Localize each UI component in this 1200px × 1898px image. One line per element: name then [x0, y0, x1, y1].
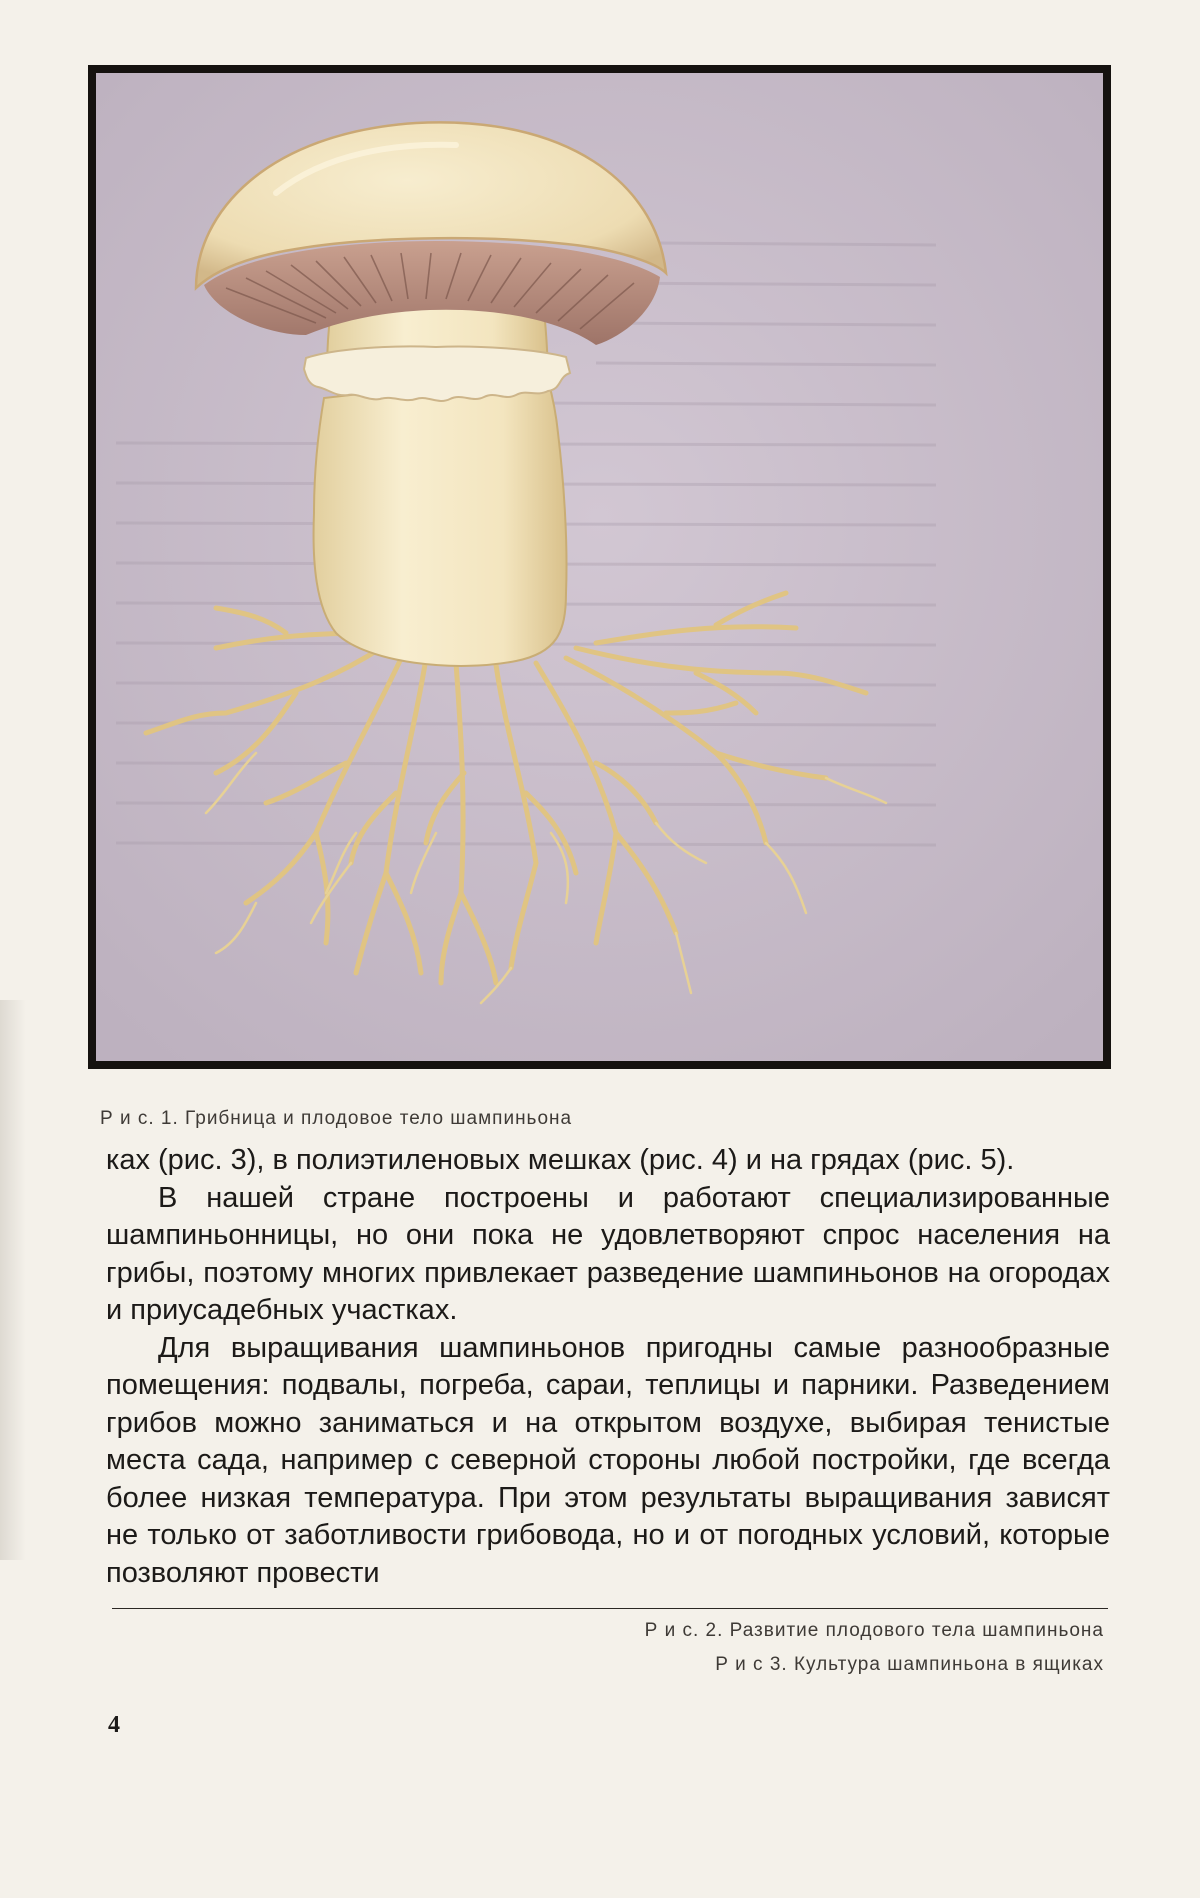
page-number: 4 — [108, 1712, 120, 1738]
figure-3-caption: Р и с 3. Культура шампиньона в ящиках — [715, 1654, 1104, 1675]
mushroom-stem — [314, 373, 567, 666]
paragraph-1: ках (рис. 3), в полиэтиленовых мешках (рис. 4) и на грядах (рис. 5). — [106, 1144, 1015, 1176]
paragraph-2: В нашей стране построены и работают специализированные шампиньонницы, но они пока не удовлетворяют спрос населения на грибы, поэтому многих привлекает разведение шампиньонов на огородах и приусадебных участках. — [106, 1181, 1110, 1326]
mushroom-illustration — [96, 73, 1103, 1061]
mushroom-ring — [304, 346, 570, 401]
figure-1-caption: Р и с. 1. Грибница и плодовое тело шампиньона — [100, 1108, 573, 1129]
figure-2-caption: Р и с. 2. Развитие плодового тела шампиньона — [644, 1620, 1104, 1641]
page-edge-shadow — [0, 1000, 26, 1560]
figure-1-illustration — [88, 65, 1111, 1069]
paragraph-3: Для выращивания шампиньонов пригодны самые разнообразные помещения: подвалы, погреба, сараи, теплицы и парники. Разведением грибов можно заниматься и на открытом воздухе, выбирая тенистые места сада, например с северной стороны любой постройки, где всегда более низкая температура. При этом результаты выращивания зависят не только от заботливости грибовода, но и от погодных условий, которые позволяют провести — [106, 1331, 1110, 1589]
footnote-divider — [112, 1608, 1108, 1609]
body-text — [106, 1142, 1110, 1592]
